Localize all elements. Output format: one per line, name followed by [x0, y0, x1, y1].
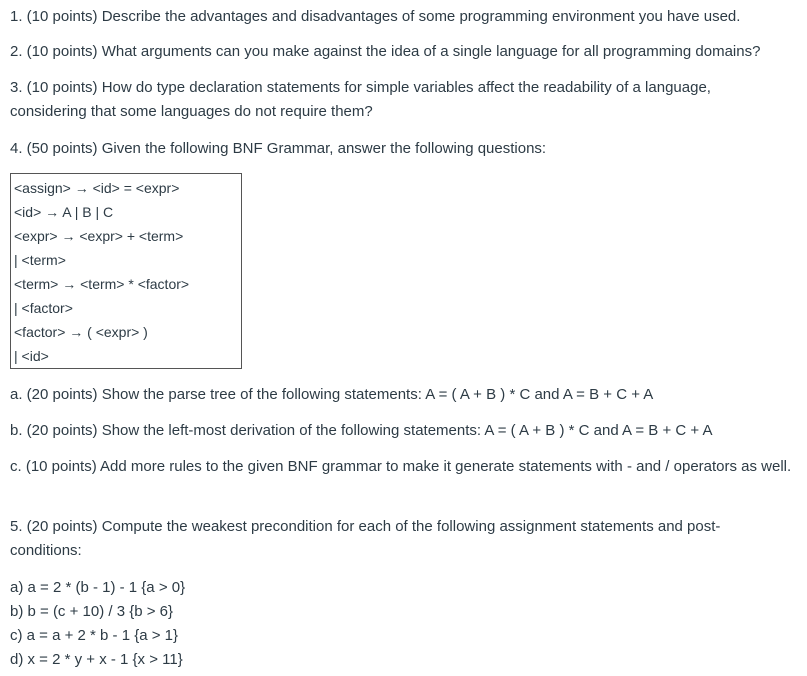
- assignment-statement: b) b = (c + 10) / 3 {b > 6}: [10, 603, 174, 620]
- grammar-rule: <expr> → <expr> + <term>: [14, 228, 184, 244]
- grammar-rule: | <factor>: [14, 300, 73, 316]
- assignment-statement: a) a = 2 * (b - 1) - 1 {a > 0}: [10, 579, 186, 596]
- assignment-statement: c) a = a + 2 * b - 1 {a > 1}: [10, 627, 179, 644]
- grammar-rule: <factor> → ( <expr> ): [14, 324, 148, 340]
- question-1: 1. (10 points) Describe the advantages and disadvantages of some programming environment you have used.: [10, 8, 741, 25]
- assignment-statements-list: [10, 576, 185, 672]
- question-4c: c. (10 points) Add more rules to the given BNF grammar to make it generate statements with - and / operators as well.: [10, 458, 792, 475]
- question-4: 4. (50 points) Given the following BNF Grammar, answer the following questions:: [10, 140, 547, 157]
- question-3: 3. (10 points) How do type declaration statements for simple variables affect the readability of a language, considering that some languages do not require them?: [10, 79, 711, 120]
- grammar-rule: | <term>: [14, 252, 66, 268]
- question-5: 5. (20 points) Compute the weakest precondition for each of the following assignment statements and post-conditions:: [10, 518, 721, 559]
- grammar-rule: <assign> → <id> = <expr>: [14, 180, 180, 196]
- bnf-grammar-box: [10, 173, 242, 369]
- question-2: 2. (10 points) What arguments can you make against the idea of a single language for all programming domains?: [10, 43, 761, 60]
- question-4b: b. (20 points) Show the left-most derivation of the following statements: A = ( A + B ) * C and A = B + C + A: [10, 422, 713, 439]
- grammar-rule: | <id>: [14, 348, 49, 364]
- question-4a: a. (20 points) Show the parse tree of the following statements: A = ( A + B ) * C and A = B + C + A: [10, 386, 654, 403]
- grammar-rule: <id> → A | B | C: [14, 204, 114, 220]
- grammar-rule: <term> → <term> * <factor>: [14, 276, 190, 292]
- assignment-statement: d) x = 2 * y + x - 1 {x > 11}: [10, 651, 183, 668]
